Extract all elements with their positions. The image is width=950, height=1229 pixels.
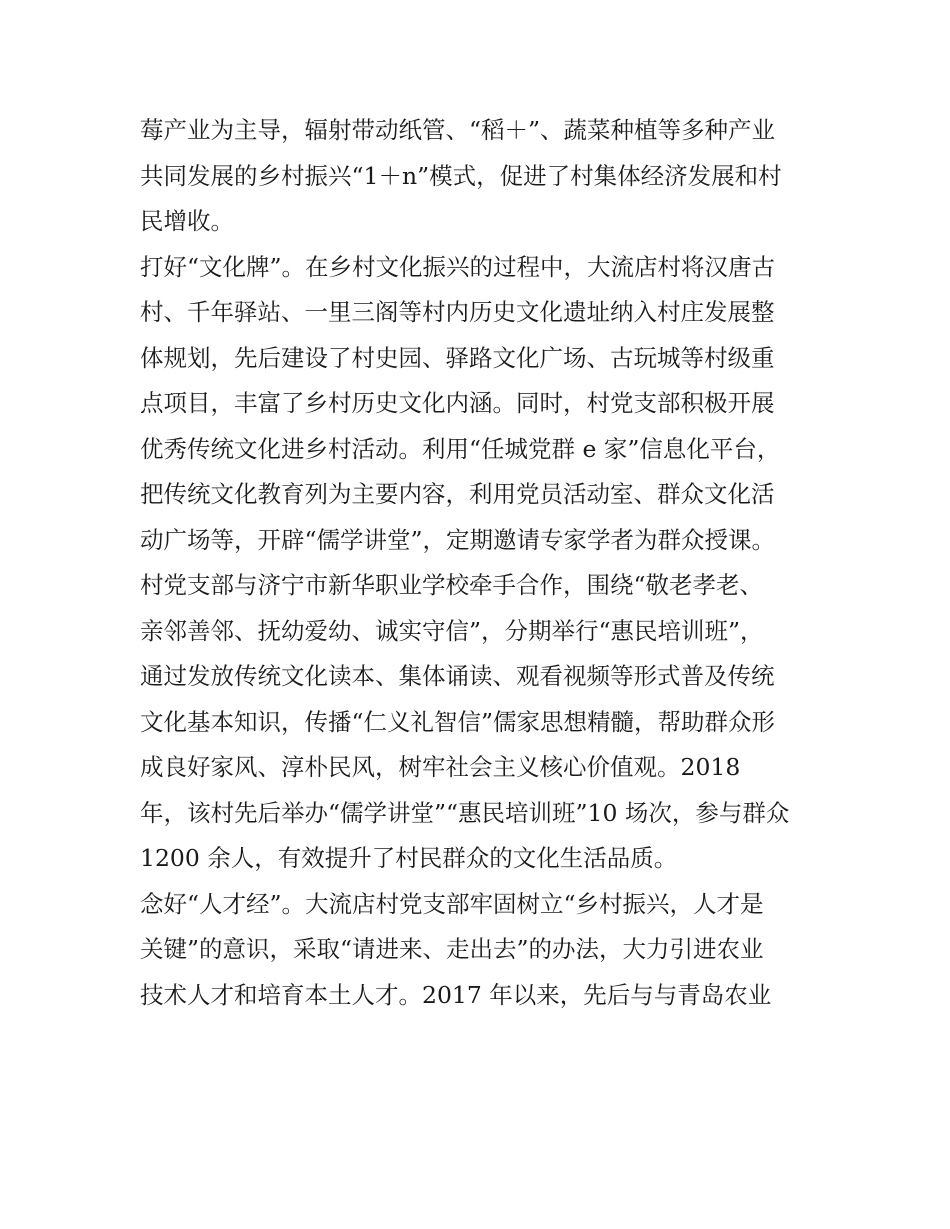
text-line: 1200 余人，有效提升了村民群众的文化生活品质。 xyxy=(140,844,678,872)
text-line: 技术人才和培育本土人才。2017 年以来，先后与与青岛农业 xyxy=(140,980,772,1009)
text-line: 共同发展的乡村振兴“1＋n”模式，促进了村集体经济发展和村 xyxy=(140,161,782,190)
text-line: 民增收。 xyxy=(140,207,234,235)
body-text xyxy=(140,108,820,1018)
text-line: 体规划，先后建设了村史园、驿路文化广场、古玩城等村级重 xyxy=(140,343,775,372)
text-line: 莓产业为主导，辐射带动纸管、“稻＋”、蔬菜种植等多种产业 xyxy=(140,116,776,144)
text-line: 念好“人才经”。大流店村党支部牢固树立“乡村振兴，人才是 xyxy=(140,889,764,918)
text-line: 点项目，丰富了乡村历史文化内涵。同时，村党支部积极开展 xyxy=(140,389,775,417)
text-line: 打好“文化牌”。在乡村文化振兴的过程中，大流店村将汉唐古 xyxy=(140,252,776,281)
text-line: 把传统文化教育列为主要内容，利用党员活动室、群众文化活 xyxy=(140,480,775,508)
text-line: 通过发放传统文化读本、集体诵读、观看视频等形式普及传统 xyxy=(140,662,775,690)
text-line: 动广场等，开辟“儒学讲堂”，定期邀请专家学者为群众授课。 xyxy=(140,525,776,554)
text-line: 年，该村先后举办“儒学讲堂”“惠民培训班”10 场次，参与群众 xyxy=(140,798,790,827)
text-line: 优秀传统文化进乡村活动。利用“任城党群 e 家”信息化平台， xyxy=(140,434,781,463)
text-line: 亲邻善邻、抚幼爱幼、诚实守信”，分期举行“惠民培训班”， xyxy=(140,616,764,645)
text-line: 村、千年驿站、一里三阁等村内历史文化遗址纳入村庄发展整 xyxy=(140,298,775,326)
text-line: 文化基本知识，传播“仁义礼智信”儒家思想精髓，帮助群众形 xyxy=(140,707,776,736)
text-line: 村党支部与济宁市新华职业学校牵手合作，围绕“敬老孝老、 xyxy=(140,571,764,599)
text-line: 关键”的意识，采取“请进来、走出去”的办法，大力引进农业 xyxy=(140,935,764,963)
text-line: 成良好家风、淳朴民风，树牢社会主义核心价值观。2018 xyxy=(140,753,741,781)
